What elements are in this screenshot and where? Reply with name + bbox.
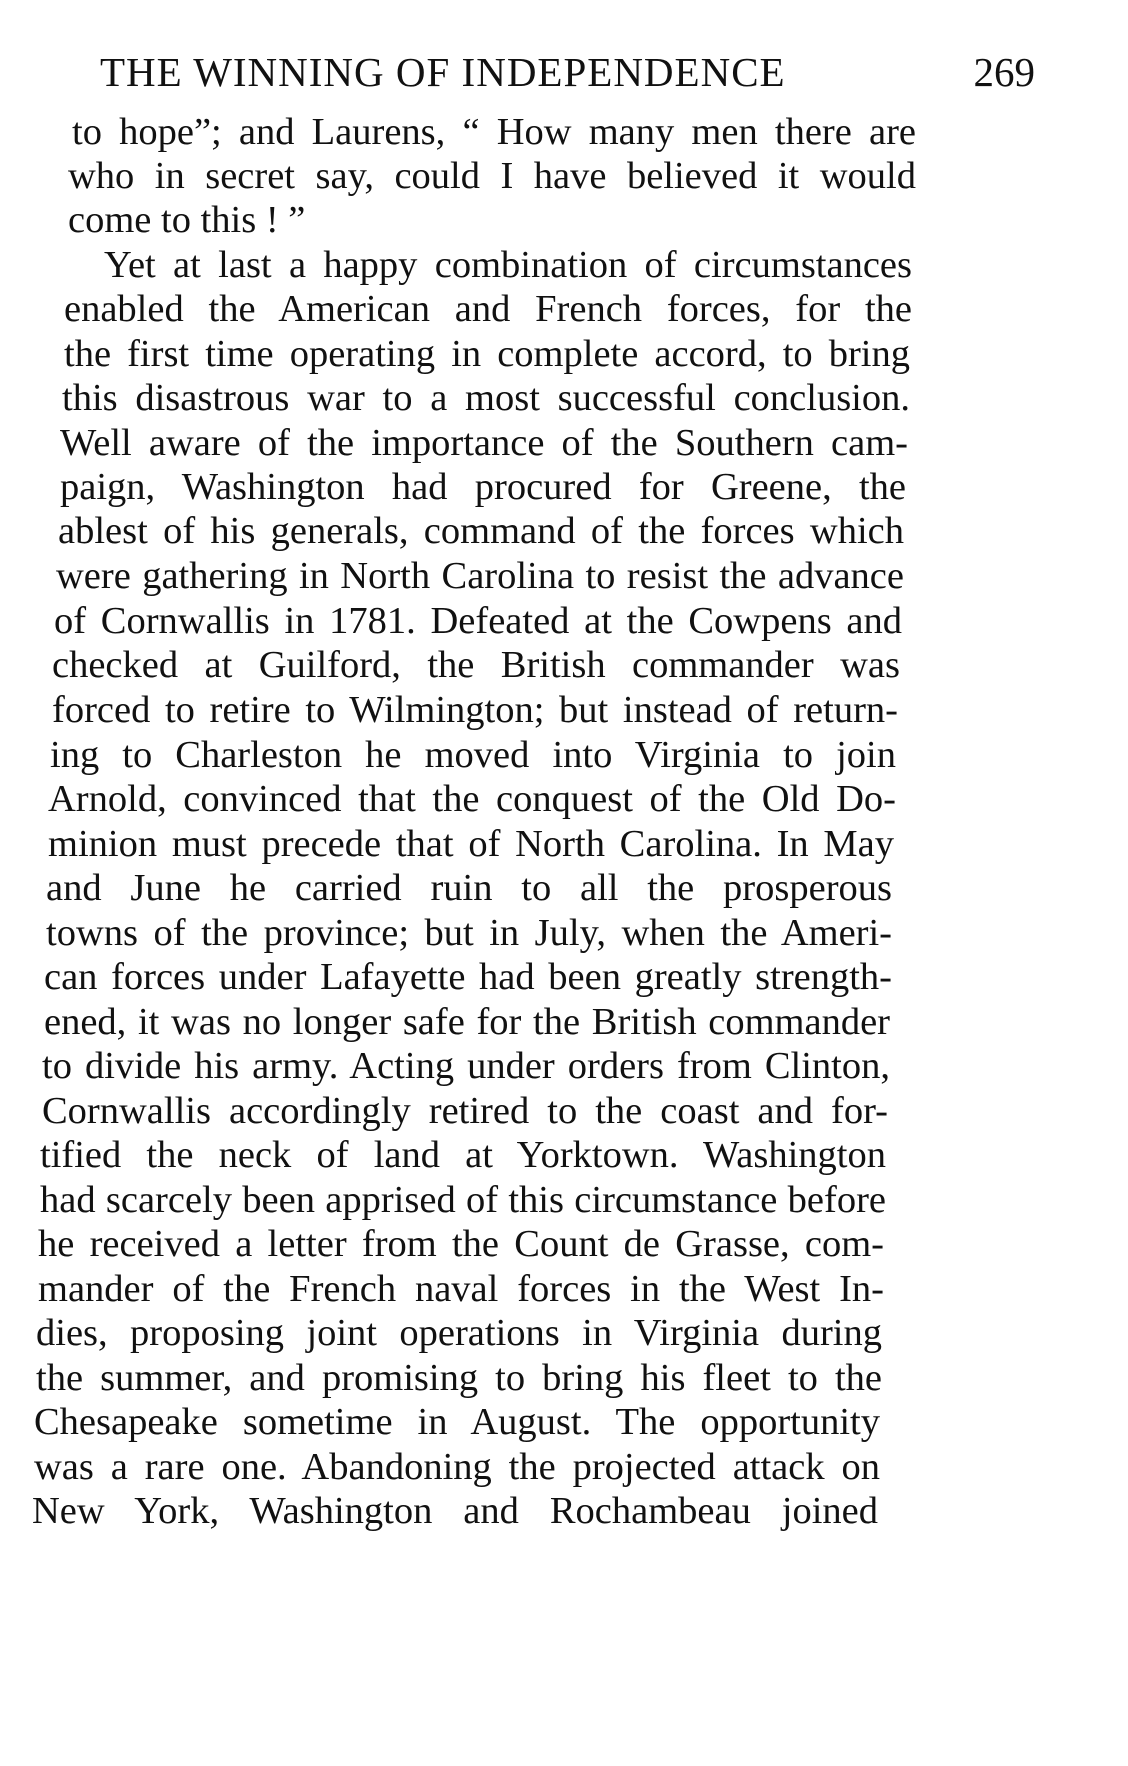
- text-line: and June he carried ruin to all the prosperous: [46, 867, 892, 909]
- text-line: to hope”; and Laurens, “ How many men there are: [72, 111, 916, 153]
- text-line: were gathering in North Carolina to resist the advance: [56, 555, 904, 597]
- text-line: mander of the French naval forces in the West In-: [38, 1268, 884, 1310]
- text-line: of Cornwallis in 1781. Defeated at the Cowpens and: [54, 600, 902, 642]
- text-line: minion must precede that of North Carolina. In May: [48, 823, 894, 865]
- text-line: checked at Guilford, the British commander was: [52, 644, 900, 686]
- text-line: ablest of his generals, command of the forces which: [58, 510, 904, 552]
- text-line: the summer, and promising to bring his fleet to the: [36, 1357, 882, 1399]
- running-title: THE WINNING OF INDEPENDENCE: [100, 49, 786, 95]
- text-line: forced to retire to Wilmington; but instead of return-: [52, 689, 898, 731]
- text-line: ing to Charleston he moved into Virginia to join: [50, 734, 896, 776]
- text-line: Chesapeake sometime in August. The opportunity: [34, 1401, 880, 1443]
- text-line: had scarcely been apprised of this circumstance before: [40, 1179, 886, 1221]
- text-line: was a rare one. Abandoning the projected attack on: [34, 1446, 880, 1488]
- text-line: towns of the province; but in July, when the Ameri-: [46, 912, 892, 954]
- text-line: Yet at last a happy combination of circumstances: [104, 244, 912, 286]
- text-line: New York, Washington and Rochambeau joined: [32, 1490, 878, 1532]
- text-line: paign, Washington had procured for Greene, the: [60, 466, 906, 508]
- text-line: ened, it was no longer safe for the British commander: [44, 1001, 890, 1043]
- text-line: Arnold, convinced that the conquest of the Old Do-: [48, 778, 896, 820]
- text-line: tified the neck of land at Yorktown. Washington: [40, 1134, 886, 1176]
- text-line: to divide his army. Acting under orders from Clinton,: [42, 1045, 890, 1087]
- text-line: can forces under Lafayette had been greatly strength-: [44, 956, 892, 998]
- text-line: enabled the American and French forces, for the: [64, 288, 912, 330]
- text-line: Well aware of the importance of the Southern cam-: [60, 422, 908, 464]
- text-line: he received a letter from the Count de Grasse, com-: [38, 1223, 884, 1265]
- text-line: dies, proposing joint operations in Virginia during: [36, 1312, 882, 1354]
- text-line: Cornwallis accordingly retired to the coast and for-: [42, 1090, 888, 1132]
- text-line: the first time operating in complete accord, to bring: [64, 333, 910, 375]
- text-line: who in secret say, could I have believed it would: [68, 155, 916, 197]
- text-line: this disastrous war to a most successful conclusion.: [62, 377, 910, 419]
- page-number: 269: [973, 49, 1035, 95]
- text-line: come to this ! ”: [68, 199, 306, 241]
